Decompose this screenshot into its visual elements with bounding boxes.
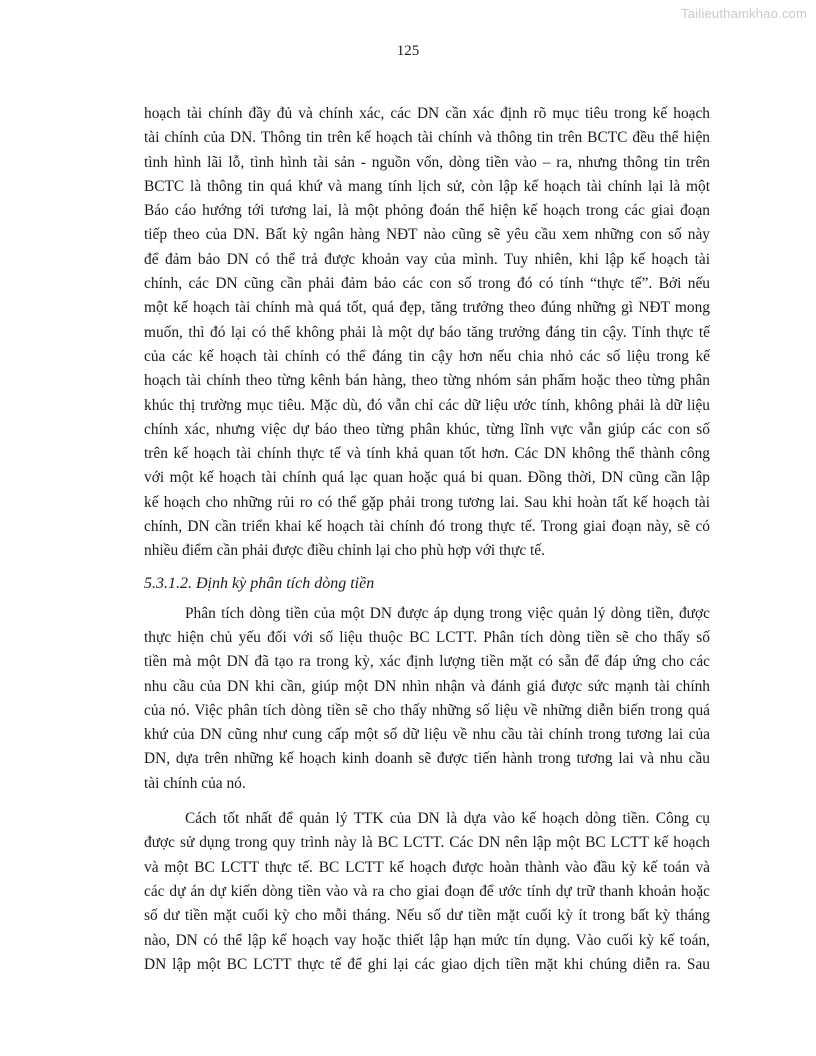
text-line: tiếp theo của DN. Bất kỳ ngân hàng NĐT nào cũng sẽ yêu cầu xem những con số này — [144, 226, 710, 244]
text-line: của nó. Việc phân tích dòng tiền sẽ cho thấy những số liệu về những diễn biến trong quá — [144, 701, 710, 719]
text-line: Phân tích dòng tiền của một DN được áp dụng trong việc quản lý dòng tiền, được — [185, 604, 710, 622]
text-line: Báo cáo hướng tới tương lai, là một phỏng đoán thể hiện kế hoạch trong các giai đoạn — [144, 202, 710, 220]
text-line: DN, dựa trên những kế hoạch kinh doanh sẽ được tiến hành trong tương lai và nhu cầu — [144, 750, 710, 768]
paragraph-1 — [144, 102, 710, 564]
text-line: một kế hoạch tài chính mà quá tốt, quá đẹp, tăng trưởng theo đúng những gì NĐT mong — [144, 299, 710, 317]
section-heading: 5.3.1.2. Định kỳ phân tích dòng tiền — [144, 574, 375, 592]
text-line: tình hình lãi lỗ, tình hình tài sản - nguồn vốn, dòng tiền vào – ra, nhưng thông tin trên — [144, 153, 710, 171]
text-line: DN lập một BC LCTT thực tế để ghi lại các giao dịch tiền mặt khi chúng diễn ra. Sau — [144, 955, 710, 973]
text-line: tài chính của DN. Thông tin trên kế hoạch tài chính và thông tin trên BCTC đều thể hiện — [144, 129, 710, 147]
paragraph-3 — [144, 807, 710, 977]
text-line: nào, DN có thể lập kế hoạch vay hoặc thiết lập hạn mức tín dụng. Vào cuối kỳ kế toán, — [144, 931, 710, 949]
text-line: tài chính của nó. — [144, 774, 246, 792]
page-body — [144, 102, 710, 977]
watermark: Tailieuthamkhao.com — [681, 6, 807, 21]
page-number: 125 — [396, 43, 420, 59]
text-line: BCTC là thông tin quá khứ và mang tính lịch sử, còn lập kế hoạch tài chính lại là một — [144, 177, 710, 195]
text-line: trên kế hoạch tài chính thực tế và tính khả quan tốt hơn. Các DN không thể thành công — [144, 445, 710, 463]
text-line: khứ của DN cũng như cung cấp một số dữ liệu về nhu cầu tài chính trong tương lai của — [144, 726, 710, 744]
text-line: nhiều điểm cần phải được điều chỉnh lại cho phù hợp với thực tế. — [144, 542, 545, 560]
text-line: hoạch tài chính theo từng kênh bán hàng, theo từng nhóm sản phẩm hoặc theo từng phân — [144, 372, 710, 390]
text-line: Cách tốt nhất để quản lý TTK của DN là dựa vào kế hoạch dòng tiền. Công cụ — [185, 810, 710, 828]
text-line: được sử dụng trong quy trình này là BC LCTT. Các DN nên lập một BC LCTT kế hoạch — [144, 834, 710, 852]
text-line: của các kế hoạch tài chính có thể đáng tin cậy hơn nếu chia nhỏ các số liệu trong kế — [144, 347, 710, 365]
text-line: chính, các DN cũng cần phải đảm bảo các con số trong đó có tính “thực tế”. Bởi nếu — [144, 275, 710, 293]
text-line: muốn, thì đó lại có thể không phải là một dự báo tăng trưởng đáng tin cậy. Tính thực tế — [144, 323, 710, 341]
text-line: chính, DN cần triển khai kế hoạch tài chính đó trong thực tế. Trong giai đoạn này, sẽ có — [144, 518, 710, 536]
text-line: tiền mà một DN đã tạo ra trong kỳ, xác định lượng tiền mặt có sẵn để đáp ứng cho các — [144, 653, 710, 671]
text-line: và một BC LCTT thực tế. BC LCTT kế hoạch được hoàn thành vào đầu kỳ kế toán và — [144, 858, 710, 876]
text-line: các dự án dự kiến dòng tiền vào và ra cho giai đoạn để ước tính dự trữ thanh khoản hoặc — [144, 882, 710, 900]
text-line: nhu cầu của DN khi cần, giúp một DN nhìn nhận và đánh giá được sức mạnh tài chính — [144, 677, 710, 695]
paragraph-2 — [144, 602, 710, 796]
text-line: thực hiện chủ yếu đối với số liệu thuộc BC LCTT. Phân tích dòng tiền sẽ cho thấy số — [144, 628, 710, 646]
text-line: hoạch tài chính đầy đủ và chính xác, các DN cần xác định rõ mục tiêu trong kế hoạch — [144, 105, 710, 122]
text-line: để đảm bảo DN có thể trả được khoản vay của mình. Tuy nhiên, khi lập kế hoạch tài — [144, 250, 710, 268]
text-line: chính xác, nhưng việc dự báo theo từng phân khúc, từng lĩnh vực vẫn giúp các con số — [144, 420, 710, 438]
text-line: khúc thị trường mục tiêu. Mặc dù, đó vẫn chỉ các dữ liệu ước tính, không phải là dữ liệu — [144, 396, 710, 414]
text-line: số dư tiền mặt cuối kỳ cho mỗi tháng. Nếu số dư tiền mặt cuối kỳ ít trong bất kỳ tháng — [144, 907, 710, 925]
text-line: với một kế hoạch tài chính quá lạc quan hoặc quá bi quan. Đồng thời, DN cũng cần lập — [144, 469, 710, 487]
text-line: kế hoạch cho những rủi ro có thể gặp phải trong tương lai. Sau khi hoàn tất kế hoạch tài — [144, 493, 710, 511]
